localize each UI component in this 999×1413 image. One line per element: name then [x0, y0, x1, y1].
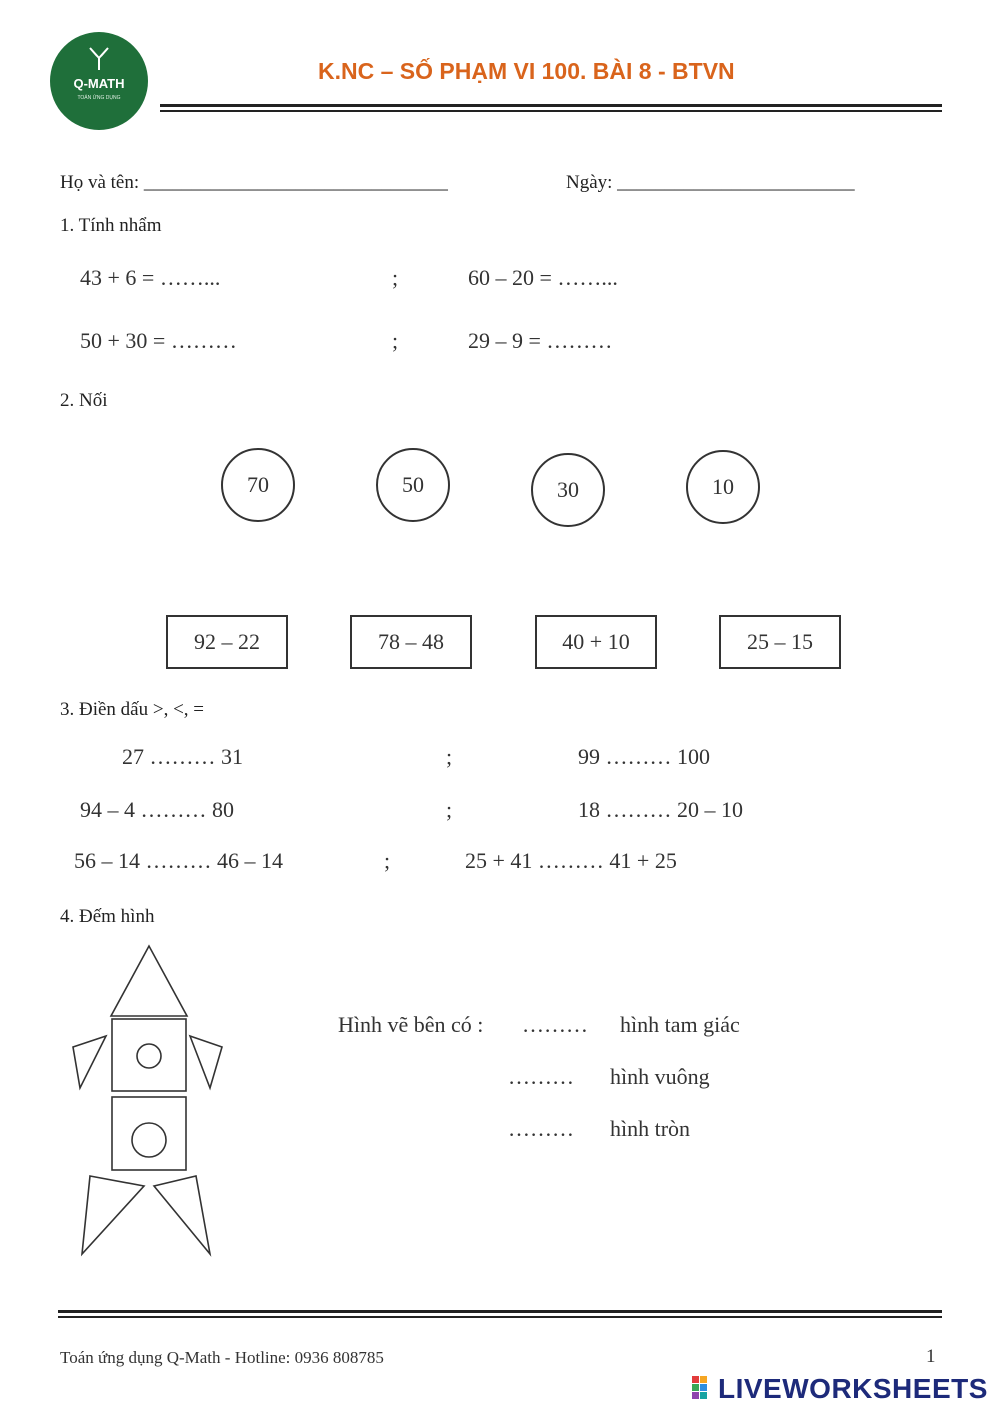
logo-name: Q-MATH — [73, 76, 125, 91]
footer-rule-thin — [58, 1316, 942, 1318]
footer-rule — [58, 1310, 942, 1313]
count-intro: Hình vẽ bên có : — [338, 1012, 484, 1037]
match-box[interactable]: 25 – 15 — [719, 615, 841, 669]
section2-heading: 2. Nối — [60, 390, 108, 411]
count-blank[interactable]: ……… — [508, 1116, 574, 1141]
match-circle[interactable]: 50 — [376, 448, 450, 522]
name-field[interactable]: Họ và tên: ________________________________ — [60, 172, 448, 193]
calc-expression[interactable]: 43 + 6 = ……... — [80, 265, 221, 290]
match-circle[interactable]: 70 — [221, 448, 295, 522]
rocket-right-leg — [154, 1176, 210, 1254]
section4-heading: 4. Đếm hình — [60, 906, 155, 927]
rocket-lower-square — [112, 1097, 186, 1170]
count-label: hình tam giác — [620, 1012, 740, 1037]
calc-expression[interactable]: 29 – 9 = ……… — [468, 328, 613, 353]
rocket-lower-circle — [132, 1123, 166, 1157]
rocket-upper-square — [112, 1019, 186, 1091]
separator: ; — [392, 328, 399, 353]
match-box[interactable]: 40 + 10 — [535, 615, 657, 669]
date-field[interactable]: Ngày: _________________________ — [566, 172, 855, 193]
rocket-upper-circle — [137, 1044, 161, 1068]
compare-expression[interactable]: 25 + 41 ……… 41 + 25 — [465, 848, 677, 873]
logo-tagline: TOÁN ỨNG DỤNG — [77, 95, 121, 101]
header-rule — [160, 104, 942, 107]
rocket-figure — [66, 944, 236, 1264]
qmath-logo — [50, 32, 148, 130]
header-rule-thin — [160, 110, 942, 112]
match-box[interactable]: 92 – 22 — [166, 615, 288, 669]
count-blank[interactable]: ……… — [522, 1012, 588, 1037]
liveworksheets-logo-icon — [692, 1376, 716, 1400]
compare-expression[interactable]: 18 ……… 20 – 10 — [578, 797, 743, 822]
compare-expression[interactable]: 56 – 14 ……… 46 – 14 — [74, 848, 283, 873]
section1-heading: 1. Tính nhẩm — [60, 215, 162, 236]
separator: ; — [446, 797, 453, 822]
separator: ; — [392, 265, 399, 290]
match-circle[interactable]: 30 — [531, 453, 605, 527]
count-label: hình tròn — [610, 1116, 691, 1141]
liveworksheets-watermark: LIVEWORKSHEETS — [718, 1373, 988, 1404]
compare-expression[interactable]: 27 ……… 31 — [122, 744, 243, 769]
rocket-left-leg — [82, 1176, 144, 1254]
calc-expression[interactable]: 60 – 20 = ……... — [468, 265, 618, 290]
bird-icon — [86, 44, 112, 72]
match-box[interactable]: 78 – 48 — [350, 615, 472, 669]
footer-text: Toán ứng dụng Q-Math - Hotline: 0936 808785 — [60, 1348, 384, 1367]
separator: ; — [446, 744, 453, 769]
page-number: 1 — [926, 1346, 936, 1367]
compare-expression[interactable]: 94 – 4 ……… 80 — [80, 797, 234, 822]
rocket-right-fin — [190, 1036, 222, 1088]
rocket-left-fin — [73, 1036, 106, 1088]
calc-expression[interactable]: 50 + 30 = ……… — [80, 328, 237, 353]
count-blank[interactable]: ……… — [508, 1064, 574, 1089]
match-circle[interactable]: 10 — [686, 450, 760, 524]
separator: ; — [384, 848, 391, 873]
section3-heading: 3. Điền dấu >, <, = — [60, 699, 205, 720]
page-title: K.NC – SỐ PHẠM VI 100. BÀI 8 - BTVN — [318, 58, 735, 84]
compare-expression[interactable]: 99 ……… 100 — [578, 744, 710, 769]
rocket-nose-triangle — [111, 946, 187, 1016]
count-label: hình vuông — [610, 1064, 710, 1089]
